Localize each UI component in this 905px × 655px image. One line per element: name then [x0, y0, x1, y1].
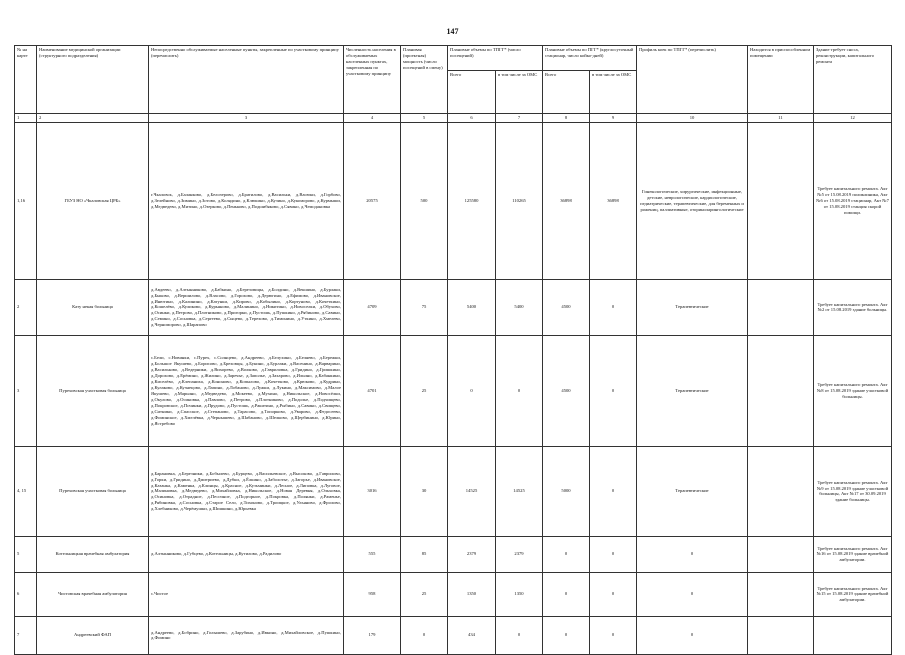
map-number: 3 — [15, 335, 37, 446]
column-number: 1 — [15, 114, 37, 123]
tpgg-total-value: 434 — [448, 616, 496, 654]
settlements-list: г.Чкаловск, д.Баланково, д.Белозерово, д.Братилово, д.Васильки, д.Васюки, д.Горбово, д.Зелейново, д.Зимино, д.Зотово, д.Колядино, д.Клюкино, д.Кузино, д.Кукоморово, д.Курмыши, д.Медведево, д.Митино, д.Озерково, д.Пеньково, д.Подшибяково, д.Сявино, д.Чемодановка — [149, 122, 344, 279]
settlements-list: с.Чистое — [149, 572, 344, 616]
header-st-total: Всего — [543, 71, 590, 114]
facilities-table — [14, 45, 892, 655]
tpgg-total-value: 2379 — [448, 536, 496, 572]
repair-note: Требует капитального ремонта. Акт №16 от 15.08.2019 здание врачебной амбулатории. — [814, 536, 892, 572]
st-oms-value: 0 — [590, 446, 637, 536]
st-total-value: 0 — [543, 616, 590, 654]
table-row — [15, 572, 892, 616]
population-value: 958 — [344, 572, 401, 616]
capacity-value: 0 — [401, 616, 448, 654]
tpgg-oms-value: 5400 — [496, 279, 543, 335]
repair-note — [814, 616, 892, 654]
column-number: 8 — [543, 114, 590, 123]
header-repair-required: Здание требует сноса, реконструкции, капитального ремонта — [814, 46, 892, 114]
bed-profile: Терапевтические — [637, 279, 748, 335]
table-row — [15, 122, 892, 279]
adapted-premises — [748, 616, 814, 654]
table-row — [15, 616, 892, 654]
adapted-premises — [748, 446, 814, 536]
capacity-value: 75 — [401, 279, 448, 335]
tpgg-oms-value: 0 — [496, 616, 543, 654]
table-row — [15, 536, 892, 572]
population-value: 179 — [344, 616, 401, 654]
st-total-value: 5000 — [543, 446, 590, 536]
header-tpgg-beddays: Плановые объемы по ПГГ* (круглосуточный стационар, число койко-дней) — [543, 46, 637, 71]
population-value: 20575 — [344, 122, 401, 279]
repair-note: Требует капитального ремонта. Акт №15 от 15.08.2019 здание врачебной амбулатории. — [814, 572, 892, 616]
column-number: 12 — [814, 114, 892, 123]
bed-profile: 0 — [637, 572, 748, 616]
organization-name: Андреевский ФАП — [37, 616, 149, 654]
tpgg-total-value: 14525 — [448, 446, 496, 536]
header-map-number: № на карте — [15, 46, 37, 114]
population-value: 555 — [344, 536, 401, 572]
adapted-premises — [748, 572, 814, 616]
header-tpgg-oms: в том числе за ОМС — [496, 71, 543, 114]
capacity-value: 25 — [401, 335, 448, 446]
header-tpgg-visits: Плановые объемы по ТПГГ* (число посещений) — [448, 46, 543, 71]
tpgg-total-value: 1350 — [448, 572, 496, 616]
map-number: 2 — [15, 279, 37, 335]
repair-note: Требует капитального ремонта. Акт №5 от 15.08.2019 поликлиника, Акт №6 от 15.08.2019 стационар, Акт №7 от 15.08.2019 станция скорой помощи. — [814, 122, 892, 279]
column-number: 7 — [496, 114, 543, 123]
tpgg-total-value: 5400 — [448, 279, 496, 335]
organization-name: Пуреховская участковая больница — [37, 446, 149, 536]
table-row — [15, 335, 892, 446]
table-row — [15, 446, 892, 536]
st-total-value: 0 — [543, 572, 590, 616]
column-number-row — [15, 114, 892, 123]
column-number: 11 — [748, 114, 814, 123]
organization-name: Котельницкая врачебная амбулатория — [37, 536, 149, 572]
tpgg-oms-value: 110265 — [496, 122, 543, 279]
capacity-value: 30 — [401, 446, 448, 536]
header-capacity: Плановая (проектная) мощность (число посещений в смену) — [401, 46, 448, 114]
capacity-value: 25 — [401, 572, 448, 616]
st-oms-value: 0 — [590, 536, 637, 572]
page-number: 147 — [446, 27, 459, 36]
header-settlements: Непосредственно обслуживаемые населенные пункты, закрепленные по участковому принципу (перечислить) — [149, 46, 344, 114]
column-number: 6 — [448, 114, 496, 123]
column-number: 4 — [344, 114, 401, 123]
map-number: 5 — [15, 536, 37, 572]
organization-name: Кату некая больница — [37, 279, 149, 335]
adapted-premises — [748, 122, 814, 279]
tpgg-total-value: 0 — [448, 335, 496, 446]
st-total-value: 0 — [543, 536, 590, 572]
st-total-value: 4500 — [543, 335, 590, 446]
tpgg-oms-value: 1350 — [496, 572, 543, 616]
tpgg-total-value: 125580 — [448, 122, 496, 279]
organization-name: Пуреховская участковая больница — [37, 335, 149, 446]
tpgg-oms-value: 2379 — [496, 536, 543, 572]
column-number: 9 — [590, 114, 637, 123]
bed-profile: 0 — [637, 616, 748, 654]
organization-name: Чистовская врачебная амбулатория — [37, 572, 149, 616]
tpgg-oms-value: 14525 — [496, 446, 543, 536]
tpgg-oms-value: 0 — [496, 335, 543, 446]
header-adapted-premises: Находится в приспособленном помещении — [748, 46, 814, 114]
bed-profile: Терапевтические — [637, 335, 748, 446]
settlements-list: д.Алтынниково, д.Губцево, д.Котельницы, д.Кутилово, д.Радилово — [149, 536, 344, 572]
st-oms-value: 0 — [590, 335, 637, 446]
map-number: 7 — [15, 616, 37, 654]
repair-note: Требует капитального ремонта. Акт №2 от 15.08.2019 здание больницы. — [814, 279, 892, 335]
st-oms-value: 0 — [590, 279, 637, 335]
population-value: 3016 — [344, 446, 401, 536]
column-number: 3 — [149, 114, 344, 123]
st-oms-value: 36898 — [590, 122, 637, 279]
map-number: 4, 15 — [15, 446, 37, 536]
st-oms-value: 0 — [590, 572, 637, 616]
bed-profile: Терапевтические — [637, 446, 748, 536]
header-st-oms: в том числе за ОМС — [590, 71, 637, 114]
st-oms-value: 0 — [590, 616, 637, 654]
bed-profile: 0 — [637, 536, 748, 572]
population-value: 4709 — [344, 279, 401, 335]
adapted-premises — [748, 536, 814, 572]
column-number: 10 — [637, 114, 748, 123]
column-number: 2 — [37, 114, 149, 123]
organization-name: ГБУЗ НО «Чкаловская ЦРБ» — [37, 122, 149, 279]
bed-profile: Гинекологические, хирургические, инфекционные, детские, неврологические, кардиологические, педиатрические, терапевтические, для беременных и рожениц, паллиативные, оториноларингологические — [637, 122, 748, 279]
table-row — [15, 279, 892, 335]
adapted-premises — [748, 335, 814, 446]
capacity-value: 500 — [401, 122, 448, 279]
settlements-list: д.Андреево, д.Бобрино, д.Голышево, д.Зарубино, д.Ивкино, д.Михайловское, д.Пушкино, д.Фомино — [149, 616, 344, 654]
map-number: 6 — [15, 572, 37, 616]
column-number: 5 — [401, 114, 448, 123]
adapted-premises — [748, 279, 814, 335]
header-population: Численность населения в обслуживаемых населенных пунктах, закрепленная по участковому принципу — [344, 46, 401, 114]
repair-note: Требует капитального ремонта. Акт №8 от 15.08.2019 здание участковой больницы. — [814, 335, 892, 446]
capacity-value: 85 — [401, 536, 448, 572]
st-total-value: 36898 — [543, 122, 590, 279]
header-organization: Наименование медицинской организации (структурного подразделения) — [37, 46, 149, 114]
population-value: 4701 — [344, 335, 401, 446]
settlements-list: д.Барановка, д.Березники, д.Бобылево, д.Бурцево, д.Васильевское, д.Высоково, д.Гаврилово, д.Горки, д.Гридино, д.Дмитриево, д.Дубки, д.Ёлкино, д.Заболотье, д.Загорье, д.Ивановское, д.Казанка, д.Каменка, д.Клинцы, д.Красное, д.Кузьминки, д.Лесное, д.Липовка, д.Луговое, д.Малиновка, д.Медведево, д.Михайловка, д.Никольское, д.Новая Деревня, д.Ольховка, д.Осиновка, д.Отрадное, д.Песочное, д.Подгорное, д.Покровка, д.Полянки, д.Раменье, д.Рябиновка, д.Сосновка, д.Старое Село, д.Тихоново, д.Троицкое, д.Ульяново, д.Фролово, д.Хлебниково, д.Черёмушки, д.Шишкино, д.Юрьевка — [149, 446, 344, 536]
settlements-list: с.Бели, с.Новинки, с.Пурех, с.Солнцево, д.Андреево, д.Белухино, д.Беляево, д.Бережки, д.Большое Якушево, д.Борисово, д.Бреховцы, д.Букино, д.Бурлаки, д.Васенино, д.Варварино, д.Васильково, д.Ведерники, д.Вихорево, д.Волково, д.Гавриловка, д.Гридино, д.Гришкино, д.Дорохово, д.Ерёмино, д.Жилино, д.Заречье, д.Заполье, д.Захарово, д.Ильино, д.Кабанкино, д.Киселёво, д.Клепаниха, д.Кононово, д.Копылово, д.Кочетково, д.Крюково, д.Кудрино, д.Кулаково, д.Кузнецово, д.Лапино, д.Лобаново, д.Лужки, д.Лукино, д.Максимово, д.Малое Якушево, д.Марьино, д.Медведево, д.Мокеево, д.Мухино, д.Никольское, д.Новосёлки, д.Окулово, д.Осиновка, д.Павлово, д.Петрово, д.Плотниково, д.Подолье, д.Подчищево, д.Покровское, д.Починки, д.Прудово, д.Пустошь, д.Ракитино, д.Рыбино, д.Савино, д.Свищево, д.Ситники, д.Спасское, д.Степаново, д.Тарасово, д.Топорково, д.Уварово, д.Федосеево, д.Фоминское, д.Хмелёвка, д.Чернышево, д.Шабаново, д.Шелково, д.Щербинино, д.Юрино, д.Ястребово — [149, 335, 344, 446]
header-bed-profile: Профиль коек по ТПГГ* (перечислить) — [637, 46, 748, 114]
settlements-list: д.Авдеево, д.Алтынниково, д.Бабкино, д.Березовицы, д.Болдино, д.Векшино, д.Бурлаки, д.Быково, д.Вершилово, д.Власово, д.Горохово, д.Дерюгино, д.Ефимово, д.Ивановское, д.Инютино, д.Калинино, д.Катунки, д.Кирово, д.Кобылино, д.Кортуново, д.Кочеткино, д.Кошелёво, д.Куликово, д.Курьяново, д.Малинино, д.Никитино, д.Новоселки, д.Обухово, д.Осинки, д.Петрово, д.Плотниково, д.Пригорки, д.Пустошь, д.Пушкино, д.Рябиново, д.Савино, д.Семино, д.Сосновка, д.Сергеево, д.Сыцево, д.Терехово, д.Тимонино, д.Уткино, д.Хмелево, д.Черноморово, д.Шарапово — [149, 279, 344, 335]
repair-note: Требует капитального ремонта. Акт №9 от 15.08.2019 здание участковой больницы, Акт №17 от 30.09.2019 здание больницы. — [814, 446, 892, 536]
st-total-value: 4500 — [543, 279, 590, 335]
map-number: 1,16 — [15, 122, 37, 279]
header-tpgg-total: Всего — [448, 71, 496, 114]
